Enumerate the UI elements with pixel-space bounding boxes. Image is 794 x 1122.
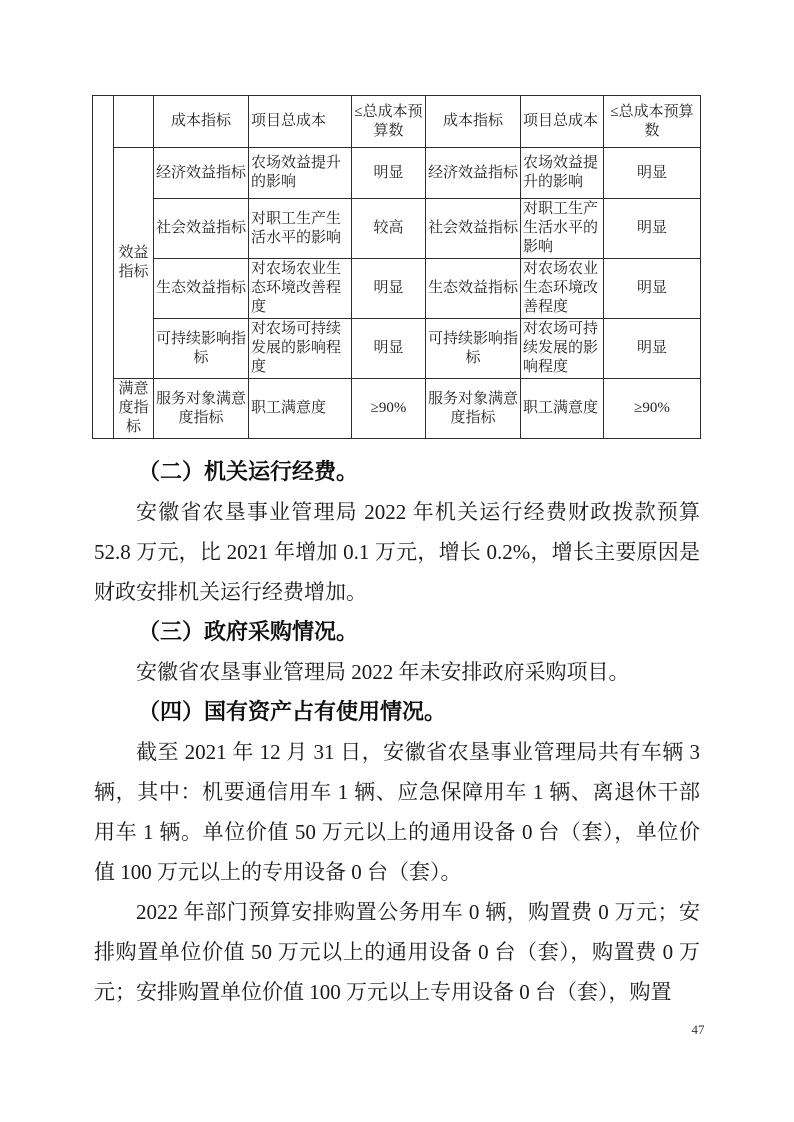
page-number: 47 <box>691 1022 705 1037</box>
table-cell: 明显 <box>604 319 701 379</box>
body-paragraph: 截至 2021 年 12 月 31 日，安徽省农垦事业管理局共有车辆 3 辆，其中：机要通信用车 1 辆、应急保障用车 1 辆、离退休干部用车 1 辆。单位价值 50 万元以上的通用设备 0 台（套），单位价值 100 万元以上的专用设备 0 台（套）。 <box>94 740 700 884</box>
table-cell: 成本指标 <box>154 96 249 148</box>
table-cell: 明显 <box>352 259 426 319</box>
table-group-label: 效益指标 <box>114 148 154 379</box>
table-cell: 成本指标 <box>426 96 521 148</box>
table-cell: 社会效益指标 <box>154 199 249 259</box>
table-cell: 农场效益提升的影响 <box>249 148 352 199</box>
document-body <box>94 452 700 1012</box>
table-cell: 项目总成本 <box>249 96 352 148</box>
table-cell: 农场效益提升的影响 <box>521 148 604 199</box>
table-row <box>93 96 701 148</box>
table-cell: 对农场可持续发展的影响程度 <box>521 319 604 379</box>
table-cell: ≤总成本预算数 <box>352 96 426 148</box>
table-cell: 项目总成本 <box>521 96 604 148</box>
table-cell: 明显 <box>352 148 426 199</box>
table-cell: 对职工生产生活水平的影响 <box>521 199 604 259</box>
table-cell: 生态效益指标 <box>154 259 249 319</box>
table-cell: 明显 <box>604 199 701 259</box>
table-cell: 社会效益指标 <box>426 199 521 259</box>
table-cell: 明显 <box>604 148 701 199</box>
table-cell: ≥90% <box>352 379 426 439</box>
table-cell: 明显 <box>604 259 701 319</box>
table-cell: 可持续影响指标 <box>154 319 249 379</box>
table-cell: 服务对象满意度指标 <box>426 379 521 439</box>
table-cell: 生态效益指标 <box>426 259 521 319</box>
body-paragraph: 安徽省农垦事业管理局 2022 年未安排政府采购项目。 <box>136 660 630 684</box>
table-group-label: 满意度指标 <box>114 379 154 439</box>
table-row <box>93 259 701 319</box>
table-cell: 经济效益指标 <box>154 148 249 199</box>
table-left-strip <box>93 96 114 439</box>
body-paragraph: 安徽省农垦事业管理局 2022 年机关运行经费财政拨款预算 52.8 万元，比 2021 年增加 0.1 万元，增长 0.2%，增长主要原因是财政安排机关运行经费增加。 <box>94 500 700 604</box>
performance-table <box>92 95 701 439</box>
table-cell: 可持续影响指标 <box>426 319 521 379</box>
table-cell: 职工满意度 <box>521 379 604 439</box>
table-row <box>93 379 701 439</box>
table-row <box>93 319 701 379</box>
table-cell: 对农场可持续发展的影响程度 <box>249 319 352 379</box>
body-paragraph: 2022 年部门预算安排购置公务用车 0 辆，购置费 0 万元；安排购置单位价值 50 万元以上的通用设备 0 台（套），购置费 0 万元；安排购置单位价值 100 万元以上专用设备 0 台（套），购置 <box>94 900 700 1004</box>
table-row <box>93 199 701 259</box>
table-group-label <box>114 96 154 148</box>
table-cell: 对农场农业生态环境改善程度 <box>521 259 604 319</box>
table-cell: 对农场农业生态环境改善程度 <box>249 259 352 319</box>
table-cell: 对职工生产生活水平的影响 <box>249 199 352 259</box>
performance-table-body <box>93 96 701 439</box>
table-cell: ≥90% <box>604 379 701 439</box>
section-heading: （四）国有资产占有使用情况。 <box>138 699 447 724</box>
table-cell: 职工满意度 <box>249 379 352 439</box>
table-cell: 较高 <box>352 199 426 259</box>
table-cell: 经济效益指标 <box>426 148 521 199</box>
table-cell: ≤总成本预算数 <box>604 96 701 148</box>
table-cell: 服务对象满意度指标 <box>154 379 249 439</box>
section-heading: （三）政府采购情况。 <box>138 619 359 644</box>
section-heading: （二）机关运行经费。 <box>138 459 359 484</box>
table-cell: 明显 <box>352 319 426 379</box>
table-row <box>93 148 701 199</box>
